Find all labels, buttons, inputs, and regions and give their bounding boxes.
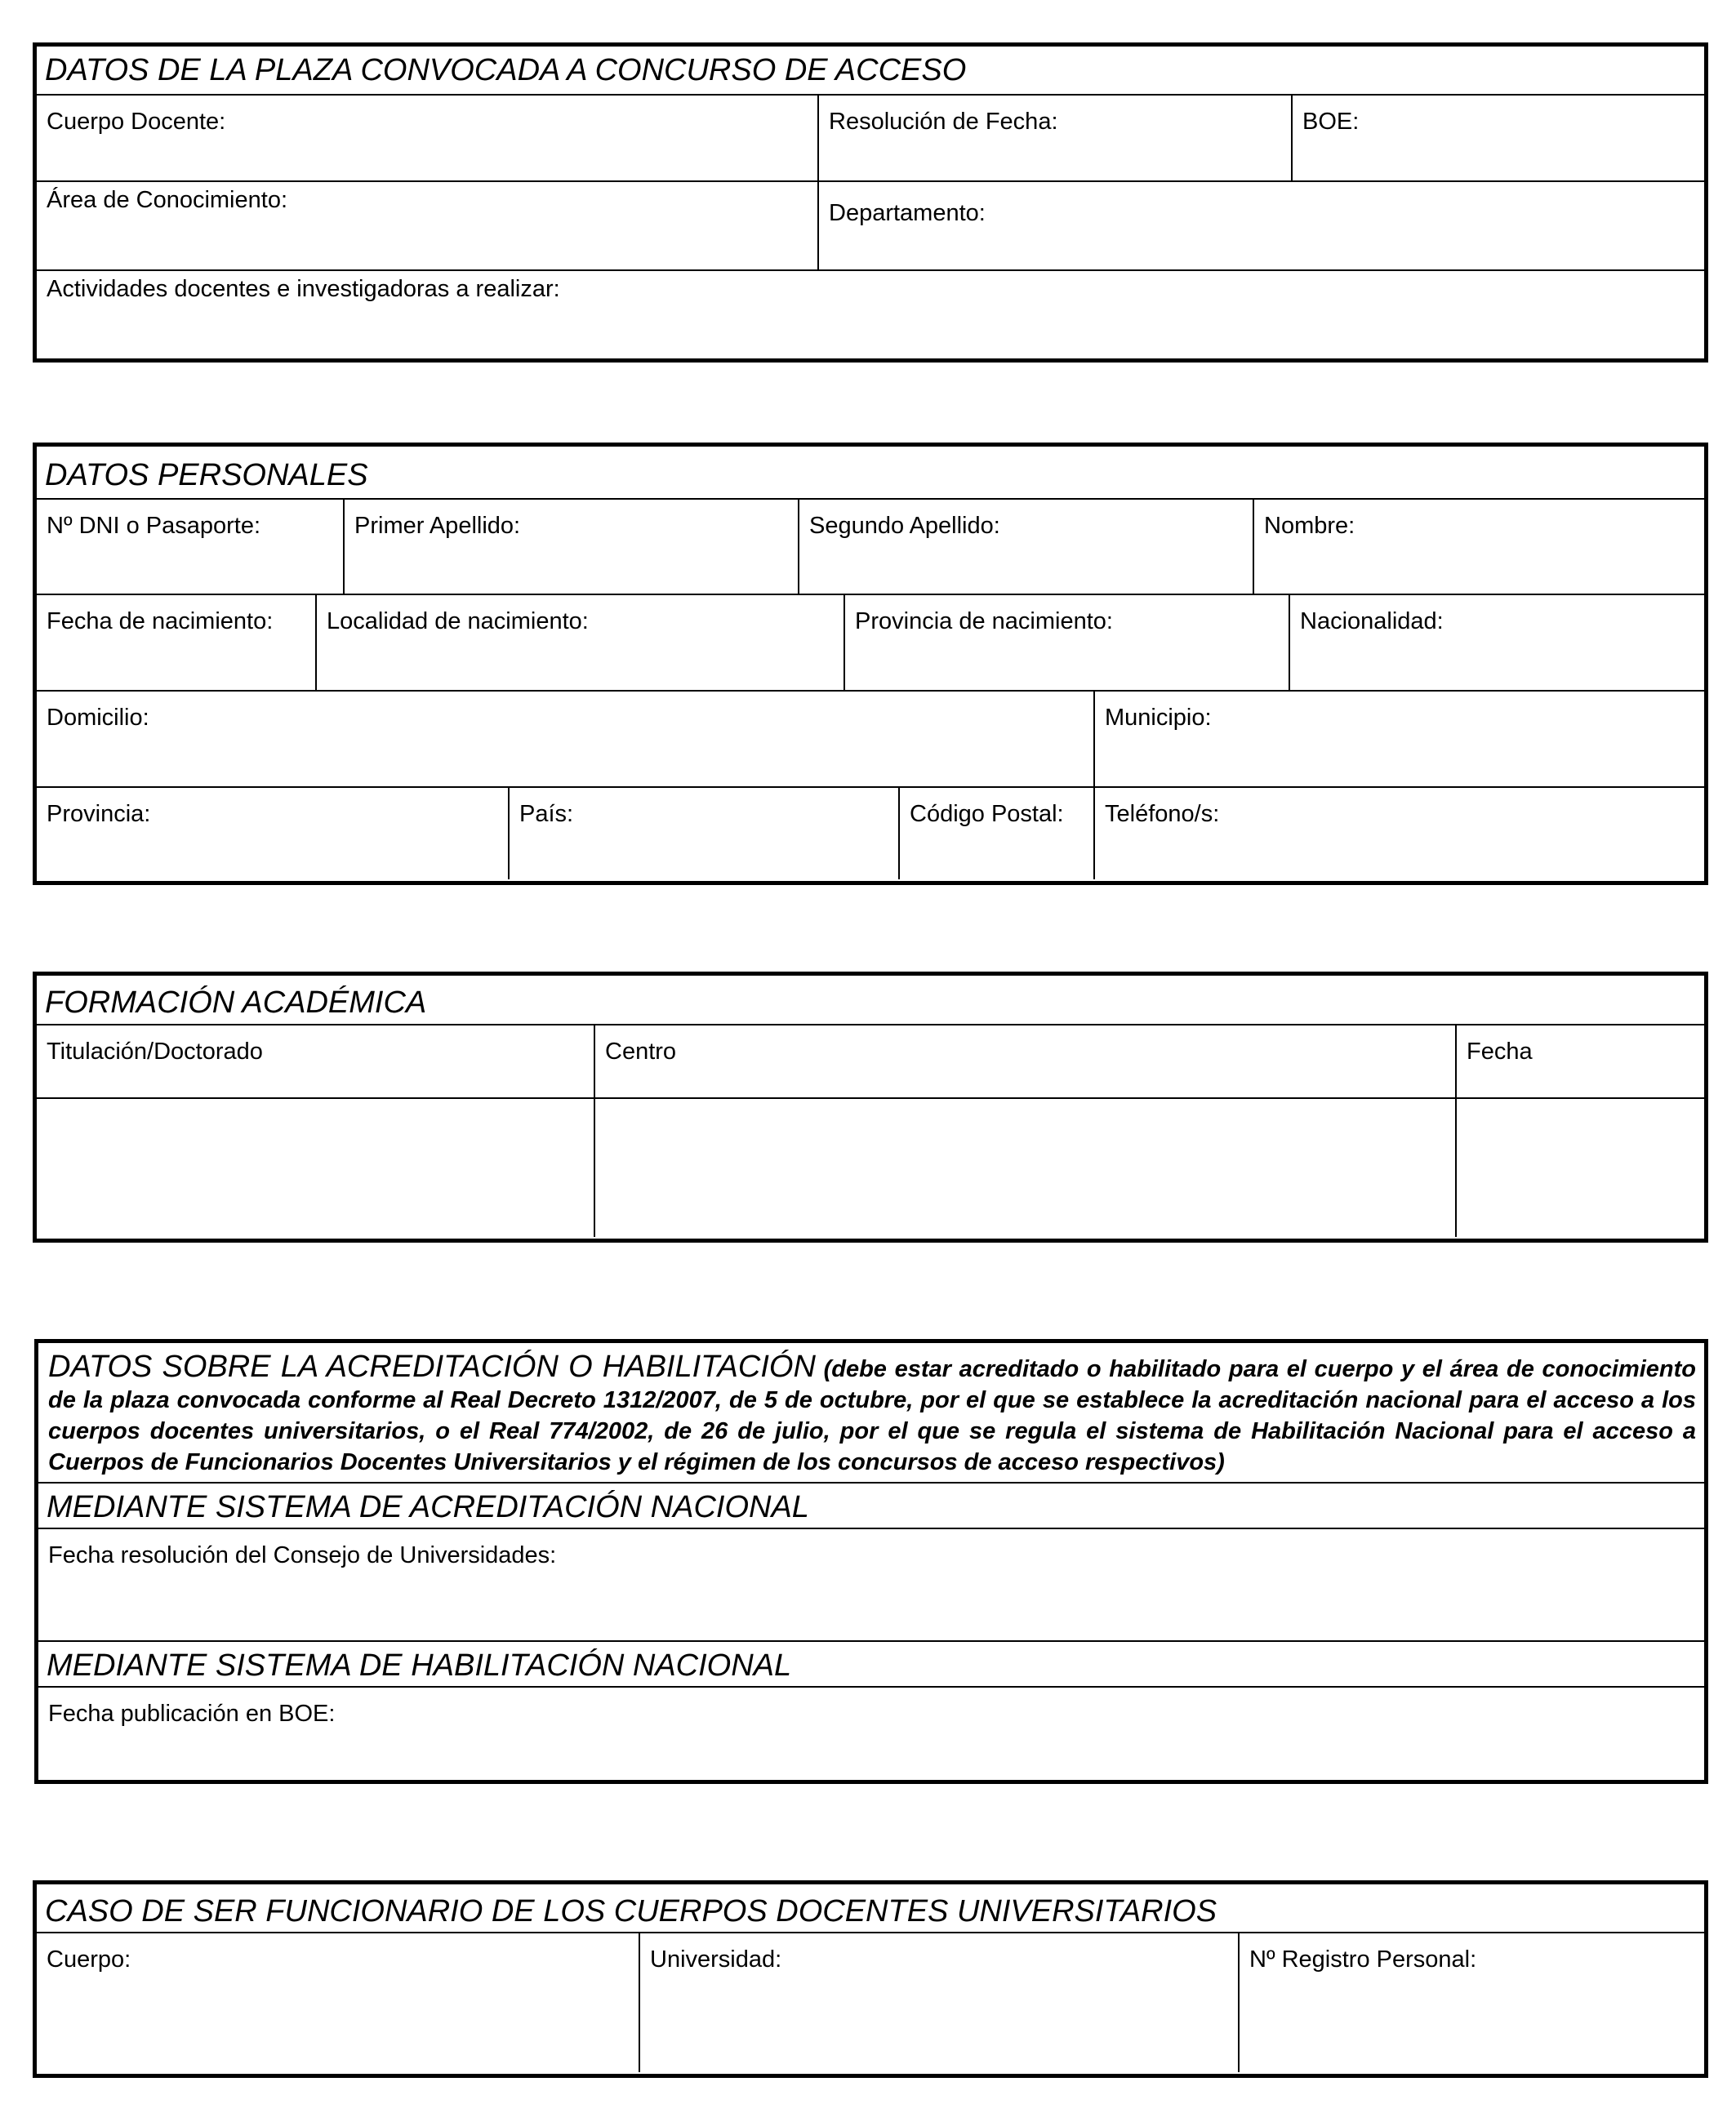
cuerpo-field[interactable]: Cuerpo: — [47, 1946, 131, 1973]
habilitacion-nacional-title: MEDIANTE SISTEMA DE HABILITACIÓN NACIONAL — [38, 1642, 1704, 1688]
universidad-field[interactable]: Universidad: — [650, 1946, 782, 1973]
section-funcionario — [33, 1880, 1708, 2078]
acreditacion-header — [38, 1343, 1704, 1484]
section-title: FORMACIÓN ACADÉMICA — [37, 976, 1704, 1025]
actividades-field[interactable]: Actividades docentes e investigadoras a realizar: — [47, 276, 560, 302]
section-title: DATOS PERSONALES — [37, 447, 1704, 500]
fecha-input[interactable] — [1457, 1099, 1703, 1237]
localidad-nacimiento-field[interactable]: Localidad de nacimiento: — [327, 608, 589, 634]
departamento-field[interactable]: Departamento: — [829, 200, 986, 226]
boe-field[interactable]: BOE: — [1302, 109, 1360, 135]
acreditacion-note: (debe estar acreditado o habilitado para el cuerpo y el área de conocimiento de la plaza convocada conforme al Real Decreto 1312/2007, de 5 de octubre, por el que se establece la acreditación nacional para el acceso a los cuerpos docentes universitarios, o el Real 774/2002, de 26 de julio, por el que se regula el sistema de Habilitación Nacional para el acceso a Cuerpos de Funcionarios Docentes Universitarios y el régimen de los concursos de acceso respectivos) — [48, 1356, 1696, 1475]
segundo-apellido-field[interactable]: Segundo Apellido: — [809, 513, 1000, 539]
section-plaza — [33, 42, 1708, 363]
registro-personal-field[interactable]: Nº Registro Personal: — [1249, 1946, 1477, 1973]
section-personales — [33, 443, 1708, 885]
municipio-field[interactable]: Municipio: — [1105, 705, 1212, 731]
provincia-field[interactable]: Provincia: — [47, 801, 151, 827]
nacionalidad-field[interactable]: Nacionalidad: — [1300, 608, 1444, 634]
section-title: CASO DE SER FUNCIONARIO DE LOS CUERPOS DOCENTES UNIVERSITARIOS — [37, 1884, 1704, 1933]
cuerpo-docente-field[interactable]: Cuerpo Docente: — [47, 109, 226, 135]
fecha-resolucion-field[interactable]: Fecha resolución del Consejo de Universidades: — [48, 1542, 557, 1568]
titulacion-input[interactable] — [37, 1099, 594, 1237]
centro-header: Centro — [605, 1039, 677, 1065]
dni-field[interactable]: Nº DNI o Pasaporte: — [47, 513, 261, 539]
pais-field[interactable]: País: — [519, 801, 574, 827]
domicilio-field[interactable]: Domicilio: — [47, 705, 149, 731]
nombre-field[interactable]: Nombre: — [1264, 513, 1355, 539]
acreditacion-nacional-title: MEDIANTE SISTEMA DE ACREDITACIÓN NACIONAL — [38, 1484, 1704, 1529]
codigo-postal-field[interactable]: Código Postal: — [910, 801, 1064, 827]
primer-apellido-field[interactable]: Primer Apellido: — [354, 513, 521, 539]
telefono-field[interactable]: Teléfono/s: — [1105, 801, 1220, 827]
fecha-publicacion-boe-field[interactable]: Fecha publicación en BOE: — [48, 1701, 336, 1727]
section-title: DATOS SOBRE LA ACREDITACIÓN O HABILITACIÓN — [48, 1350, 816, 1384]
resolucion-fecha-field[interactable]: Resolución de Fecha: — [829, 109, 1058, 135]
provincia-nacimiento-field[interactable]: Provincia de nacimiento: — [855, 608, 1113, 634]
titulacion-header: Titulación/Doctorado — [47, 1039, 263, 1065]
section-acreditacion — [34, 1339, 1708, 1784]
section-formacion — [33, 972, 1708, 1243]
section-title: DATOS DE LA PLAZA CONVOCADA A CONCURSO DE ACCESO — [37, 47, 1704, 96]
area-conocimiento-field[interactable]: Área de Conocimiento: — [47, 187, 287, 213]
fecha-header: Fecha — [1467, 1039, 1533, 1065]
fecha-nacimiento-field[interactable]: Fecha de nacimiento: — [47, 608, 274, 634]
centro-input[interactable] — [595, 1099, 1455, 1237]
